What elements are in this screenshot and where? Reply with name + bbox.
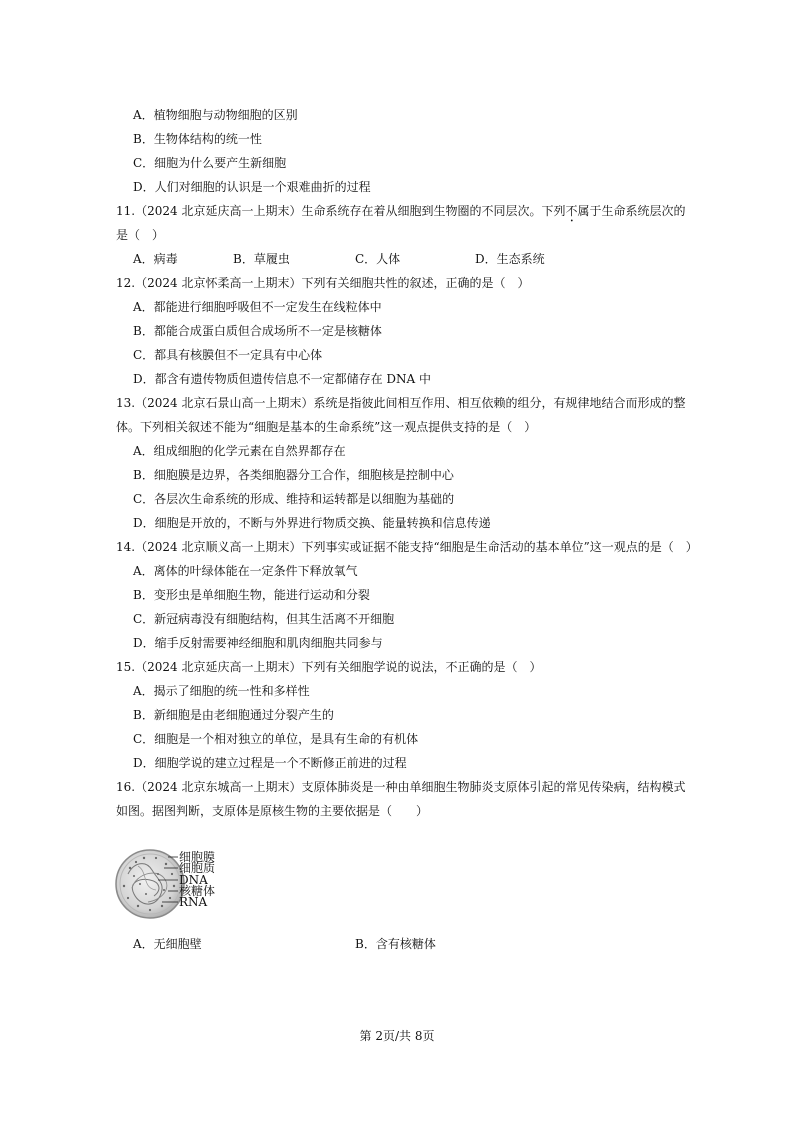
q14-option-a: A．离体的叶绿体能在一定条件下释放氧气 [133, 564, 358, 578]
q11-stem-pre: 11.（2024 北京延庆高一上期末）生命系统存在着从细胞到生物圈的不同层次。下列 [116, 204, 566, 218]
mycoplasma-diagram [112, 844, 242, 922]
q11-option-d: D．生态系统 [475, 252, 545, 266]
figure-label-dna: DNA [179, 873, 208, 887]
q10-option-c: C．细胞为什么要产生新细胞 [133, 156, 287, 170]
q14-option-d: D．缩手反射需要神经细胞和肌肉细胞共同参与 [133, 636, 383, 650]
q16-option-b: B．含有核糖体 [355, 937, 436, 951]
q11-stem-post: 属于生命系统层次的 [577, 204, 686, 218]
q15-option-c: C．细胞是一个相对独立的单位，是具有生命的有机体 [133, 732, 419, 746]
q12-option-d: D．都含有遗传物质但遗传信息不一定都储存在 DNA 中 [133, 372, 432, 386]
q11-option-b: B．草履虫 [233, 252, 290, 266]
q11-stem-line1 [116, 203, 685, 225]
q15-option-d: D．细胞学说的建立过程是一个不断修正前进的过程 [133, 756, 407, 770]
q13-option-c: C．各层次生命系统的形成、维持和运转都是以细胞为基础的 [133, 492, 455, 506]
q12-stem: 12.（2024 北京怀柔高一上期末）下列有关细胞共性的叙述，正确的是（ ） [116, 276, 530, 290]
q10-option-d: D．人们对细胞的认识是一个艰难曲折的过程 [133, 180, 371, 194]
q16-option-a: A．无细胞壁 [133, 937, 202, 951]
q11-option-c: C．人体 [355, 252, 401, 266]
q14-option-b: B．变形虫是单细胞生物，能进行运动和分裂 [133, 588, 370, 602]
q14-option-c: C．新冠病毒没有细胞结构，但其生活离不开细胞 [133, 612, 395, 626]
figure-label-ribosome: 核糖体 [179, 884, 216, 898]
q13-option-d: D．细胞是开放的，不断与外界进行物质交换、能量转换和信息传递 [133, 516, 491, 530]
q15-stem: 15.（2024 北京延庆高一上期末）下列有关细胞学说的说法，不正确的是（ ） [116, 660, 542, 674]
figure-label-cell-membrane: 细胞膜 [179, 850, 216, 864]
q15-option-a: A．揭示了细胞的统一性和多样性 [133, 684, 310, 698]
q12-option-b: B．都能合成蛋白质但合成场所不一定是核糖体 [133, 324, 382, 338]
q16-stem-line2: 如图。据图判断，支原体是原核生物的主要依据是（ ） [116, 804, 429, 818]
q13-stem-line2: 体。下列相关叙述不能为“细胞是基本的生命系统”这一观点提供支持的是（ ） [116, 420, 537, 434]
q15-option-b: B．新细胞是由老细胞通过分裂产生的 [133, 708, 334, 722]
q16-stem-line1: 16.（2024 北京东城高一上期末）支原体肺炎是一种由单细胞生物肺炎支原体引起的常见传染病，结构模式 [116, 780, 686, 794]
q13-option-b: B．细胞膜是边界，各类细胞器分工合作，细胞核是控制中心 [133, 468, 454, 482]
q14-stem: 14.（2024 北京顺义高一上期末）下列事实或证据不能支持“细胞是生命活动的基本单位”这一观点的是（ ） [116, 540, 698, 554]
figure-label-rna: RNA [179, 895, 208, 909]
q11-stem-line2: 是（ ） [116, 228, 165, 242]
q13-option-a: A．组成细胞的化学元素在自然界都存在 [133, 444, 346, 458]
figure-label-cytoplasm: 细胞质 [179, 861, 216, 875]
q12-option-c: C．都具有核膜但不一定具有中心体 [133, 348, 323, 362]
q13-stem-line1: 13.（2024 北京石景山高一上期末）系统是指彼此间相互作用、相互依赖的组分，有规律地结合而形成的整 [116, 396, 686, 410]
q10-option-b: B．生物体结构的统一性 [133, 132, 262, 146]
mycoplasma-cell-illustration [112, 844, 242, 922]
q12-option-a: A．都能进行细胞呼吸但不一定发生在线粒体中 [133, 300, 382, 314]
q11-options-row [133, 251, 653, 267]
q11-emphasis-char: 不 [565, 204, 578, 218]
q10-option-a: A．植物细胞与动物细胞的区别 [133, 108, 298, 122]
page-number: 第 2页/共 8页 [359, 1029, 435, 1043]
q11-option-a: A．病毒 [133, 252, 178, 266]
